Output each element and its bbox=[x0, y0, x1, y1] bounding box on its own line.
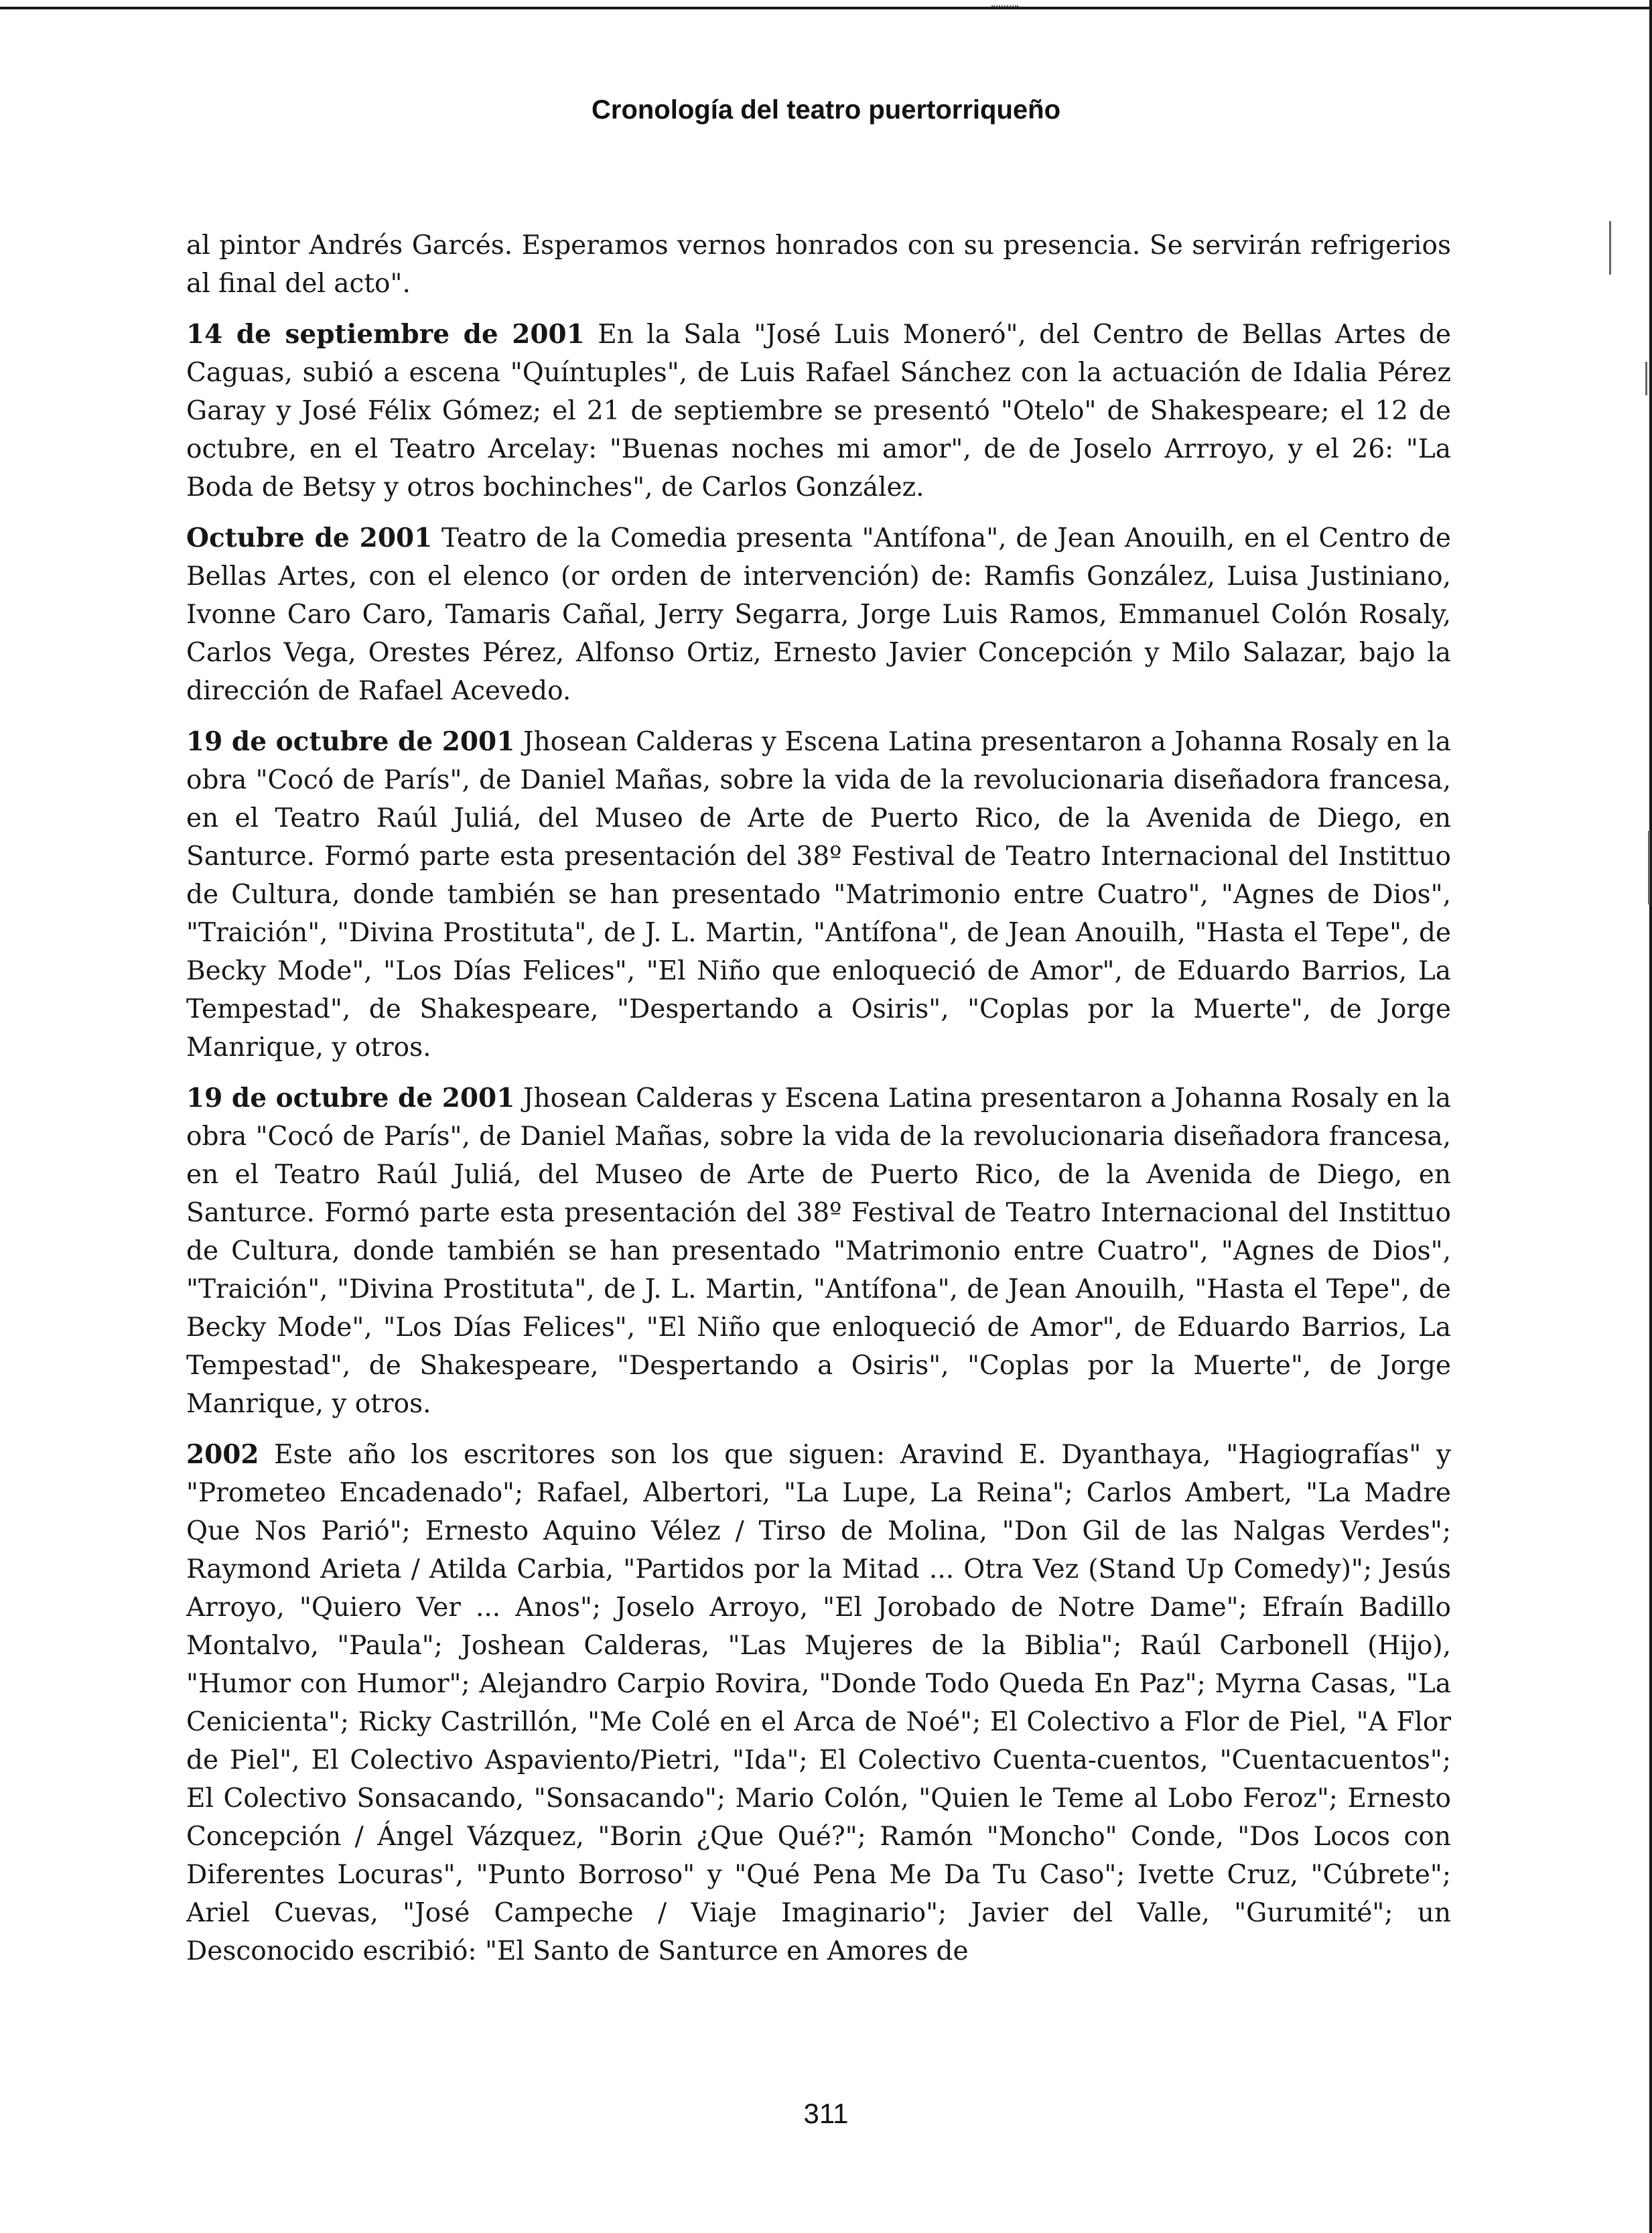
paragraph-date: Octubre de 2001 bbox=[186, 523, 433, 553]
paragraph-5 bbox=[186, 1079, 1451, 1423]
paragraph-text: Teatro de la Comedia presenta "Antífona", de Jean Anouilh, en el Centro de Bellas Artes, con el elenco (or orden de intervención) de: Ramfis González, Luisa Justiniano, Ivonne Caro Caro, Tamaris Cañal, Jerry Segarra, Jorge Luis Ramos, Emmanuel Colón Rosaly, Carlos Vega, Orestes Pérez, Alfonso Ortiz, Ernesto Javier Concepción y Milo Salazar, bajo la dirección de Rafael Acevedo. bbox=[186, 523, 1451, 706]
paragraph-2 bbox=[186, 316, 1451, 506]
paragraph-text: Jhosean Calderas y Escena Latina presentaron a Johanna Rosaly en la obra "Cocó de París", de Daniel Mañas, sobre la vida de la revolucionaria diseñadora francesa, en el Teatro Raúl Juliá, del Museo de Arte de Puerto Rico, de la Avenida de Diego, en Santurce. Formó parte esta presentación del 38º Festival de Teatro Internacional del Instittuo de Cultura, donde también se han presentado "Matrimonio entre Cuatro", "Agnes de Dios", "Traición", "Divina Prostituta", de J. L. Martin, "Antífona", de Jean Anouilh, "Hasta el Tepe", de Becky Mode", "Los Días Felices", "El Niño que enloqueció de Amor", de Eduardo Barrios, La Tempestad", de Shakespeare, "Despertando a Osiris", "Coplas por la Muerte", de Jorge Manrique, y otros. bbox=[186, 1083, 1451, 1419]
margin-mark bbox=[1648, 831, 1650, 904]
document-body bbox=[186, 226, 1451, 1970]
paragraph-1 bbox=[186, 226, 1451, 303]
paragraph-text: En la Sala "José Luis Moneró", del Centro de Bellas Artes de Caguas, subió a escena "Quíntuples", de Luis Rafael Sánchez con la actuación de Idalia Pérez Garay y José Félix Gómez; el 21 de septiembre se presentó "Otelo" de Shakespeare; el 12 de octubre, en el Teatro Arcelay: "Buenas noches mi amor", de de Joselo Arrroyo, y el 26: "La Boda de Betsy y otros bochinches", de Carlos González. bbox=[186, 320, 1452, 502]
paragraph-3 bbox=[186, 519, 1451, 710]
paragraph-text: Jhosean Calderas y Escena Latina presentaron a Johanna Rosaly en la obra "Cocó de París", de Daniel Mañas, sobre la vida de la revolucionaria diseñadora francesa, en el Teatro Raúl Juliá, del Museo de Arte de Puerto Rico, de la Avenida de Diego, en Santurce. Formó parte esta presentación del 38º Festival de Teatro Internacional del Instittuo de Cultura, donde también se han presentado "Matrimonio entre Cuatro", "Agnes de Dios", "Traición", "Divina Prostituta", de J. L. Martin, "Antífona", de Jean Anouilh, "Hasta el Tepe", de Becky Mode", "Los Días Felices", "El Niño que enloqueció de Amor", de Eduardo Barrios, La Tempestad", de Shakespeare, "Despertando a Osiris", "Coplas por la Muerte", de Jorge Manrique, y otros. bbox=[186, 727, 1451, 1063]
margin-mark bbox=[1645, 362, 1647, 395]
paragraph-text: Este año los escritores son los que siguen: Aravind E. Dyanthaya, "Hagiografías" y "Prometeo Encadenado"; Rafael, Albertori, "La Lupe, La Reina"; Carlos Ambert, "La Madre Que Nos Parió"; Ernesto Aquino Vélez / Tirso de Molina, "Don Gil de las Nalgas Verdes"; Raymond Arieta / Atilda Carbia, "Partidos por la Mitad ... Otra Vez (Stand Up Comedy)"; Jesús Arroyo, "Quiero Ver ... Anos"; Joselo Arroyo, "El Jorobado de Notre Dame"; Efraín Badillo Montalvo, "Paula"; Joshean Calderas, "Las Mujeres de la Biblia"; Raúl Carbonell (Hijo), "Humor con Humor"; Alejandro Carpio Rovira, "Donde Todo Queda En Paz"; Myrna Casas, "La Cenicienta"; Ricky Castrillón, "Me Colé en el Arca de Noé"; El Colectivo a Flor de Piel, "A Flor de Piel", El Colectivo Aspaviento/Pietri, "Ida"; El Colectivo Cuenta-cuentos, "Cuentacuentos"; El Colectivo Sonsacando, "Sonsacando"; Mario Colón, "Quien le Teme al Lobo Feroz"; Ernesto Concepción / Ángel Vázquez, "Borin ¿Que Qué?"; Ramón "Moncho" Conde, "Dos Locos con Diferentes Locuras", "Punto Borroso" y "Qué Pena Me Da Tu Caso"; Ivette Cruz, "Cúbrete"; Ariel Cuevas, "José Campeche / Viaje Imaginario"; Javier del Valle, "Gurumité"; un Desconocido escribió: "El Santo de Santurce en Amores de bbox=[186, 1440, 1451, 1966]
scan-border-top bbox=[0, 7, 1652, 9]
paragraph-date: 2002 bbox=[186, 1439, 259, 1470]
paragraph-4 bbox=[186, 723, 1451, 1067]
scan-border-right bbox=[1649, 0, 1652, 2233]
paragraph-date: 19 de octubre de 2001 bbox=[186, 1083, 515, 1113]
page-number: 311 bbox=[803, 2098, 849, 2129]
paragraph-text: al pintor Andrés Garcés. Esperamos vernos honrados con su presencia. Se servirán refrigerios al final del acto". bbox=[186, 230, 1451, 299]
scan-mark-top bbox=[991, 0, 1018, 7]
margin-mark bbox=[1609, 221, 1611, 275]
paragraph-date: 14 de septiembre de 2001 bbox=[186, 319, 585, 350]
paragraph-6 bbox=[186, 1436, 1451, 1970]
paragraph-date: 19 de octubre de 2001 bbox=[186, 726, 515, 757]
running-header: Cronología del teatro puertorriqueño bbox=[591, 95, 1061, 125]
